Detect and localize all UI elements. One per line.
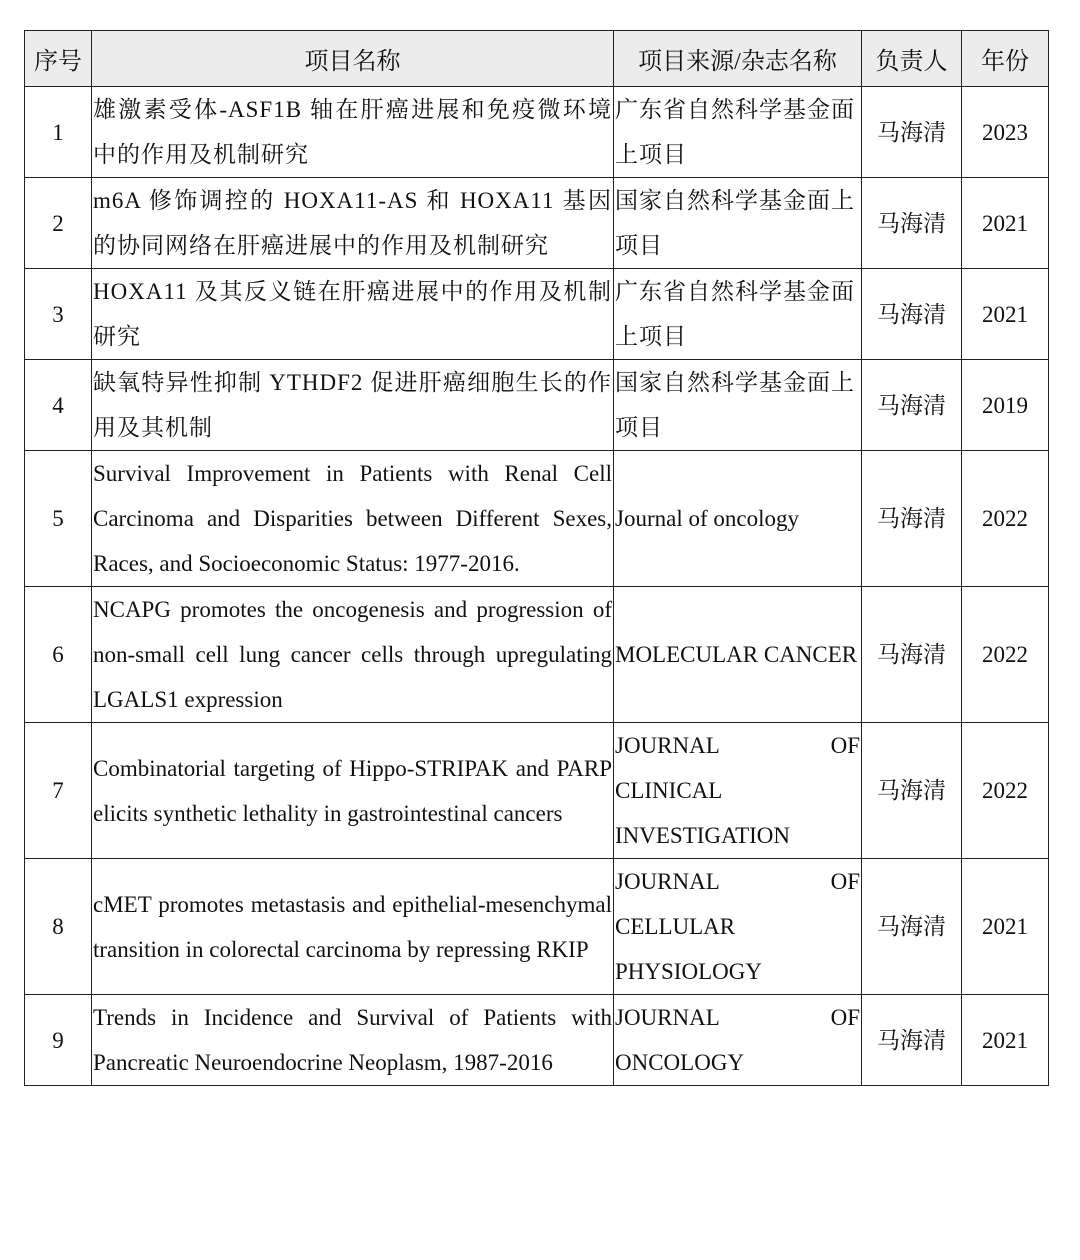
row-index: 6 <box>25 587 92 723</box>
header-row <box>25 31 1049 87</box>
row-source: JOURNAL OF CLINICAL INVESTIGATION <box>614 723 862 859</box>
table-row <box>25 587 1049 723</box>
row-year: 2022 <box>962 451 1049 587</box>
row-title: cMET promotes metastasis and epithelial-mesenchymal transition in colorectal carcinoma by repressing RKIP <box>92 859 614 995</box>
row-index: 3 <box>25 269 92 360</box>
row-title: m6A 修饰调控的 HOXA11-AS 和 HOXA11 基因的协同网络在肝癌进展中的作用及机制研究 <box>92 178 614 269</box>
row-source: JOURNAL OF ONCOLOGY <box>614 995 862 1086</box>
row-source: 广东省自然科学基金面上项目 <box>614 269 862 360</box>
row-title: Trends in Incidence and Survival of Patients with Pancreatic Neuroendocrine Neoplasm, 1987-2016 <box>92 995 614 1086</box>
row-person: 马海清 <box>862 87 962 178</box>
row-index: 5 <box>25 451 92 587</box>
row-source: 国家自然科学基金面上项目 <box>614 360 862 451</box>
row-year: 2021 <box>962 178 1049 269</box>
row-person: 马海清 <box>862 587 962 723</box>
row-person: 马海清 <box>862 178 962 269</box>
table-row <box>25 995 1049 1086</box>
row-title: HOXA11 及其反义链在肝癌进展中的作用及机制研究 <box>92 269 614 360</box>
row-year: 2021 <box>962 995 1049 1086</box>
table-row <box>25 723 1049 859</box>
row-person: 马海清 <box>862 859 962 995</box>
row-person: 马海清 <box>862 269 962 360</box>
row-title: Survival Improvement in Patients with Renal Cell Carcinoma and Disparities between Different Sexes, Races, and Socioeconomic Status: 1977-2016. <box>92 451 614 587</box>
table-row <box>25 178 1049 269</box>
header-person: 负责人 <box>862 31 962 87</box>
row-year: 2023 <box>962 87 1049 178</box>
row-index: 7 <box>25 723 92 859</box>
row-source: 广东省自然科学基金面上项目 <box>614 87 862 178</box>
row-index: 4 <box>25 360 92 451</box>
table-row <box>25 87 1049 178</box>
row-person: 马海清 <box>862 360 962 451</box>
header-source: 项目来源/杂志名称 <box>614 31 862 87</box>
row-year: 2021 <box>962 859 1049 995</box>
table-row <box>25 269 1049 360</box>
row-title: 缺氧特异性抑制 YTHDF2 促进肝癌细胞生长的作用及其机制 <box>92 360 614 451</box>
row-year: 2021 <box>962 269 1049 360</box>
header-project-name: 项目名称 <box>92 31 614 87</box>
row-index: 8 <box>25 859 92 995</box>
project-table <box>24 30 1049 1086</box>
row-source: Journal of oncology <box>614 451 862 587</box>
table-row <box>25 859 1049 995</box>
header-year: 年份 <box>962 31 1049 87</box>
table-row <box>25 451 1049 587</box>
row-index: 9 <box>25 995 92 1086</box>
row-person: 马海清 <box>862 723 962 859</box>
row-source: JOURNAL OF CELLULAR PHYSIOLOGY <box>614 859 862 995</box>
table-row <box>25 360 1049 451</box>
row-person: 马海清 <box>862 451 962 587</box>
row-title: 雄激素受体-ASF1B 轴在肝癌进展和免疫微环境中的作用及机制研究 <box>92 87 614 178</box>
row-year: 2019 <box>962 360 1049 451</box>
row-index: 1 <box>25 87 92 178</box>
header-index: 序号 <box>25 31 92 87</box>
row-source: 国家自然科学基金面上项目 <box>614 178 862 269</box>
row-source: MOLECULAR CANCER <box>614 587 862 723</box>
row-index: 2 <box>25 178 92 269</box>
row-year: 2022 <box>962 587 1049 723</box>
row-title: NCAPG promotes the oncogenesis and progression of non-small cell lung cancer cells through upregulating LGALS1 expression <box>92 587 614 723</box>
row-year: 2022 <box>962 723 1049 859</box>
row-person: 马海清 <box>862 995 962 1086</box>
row-title: Combinatorial targeting of Hippo-STRIPAK and PARP elicits synthetic lethality in gastrointestinal cancers <box>92 723 614 859</box>
